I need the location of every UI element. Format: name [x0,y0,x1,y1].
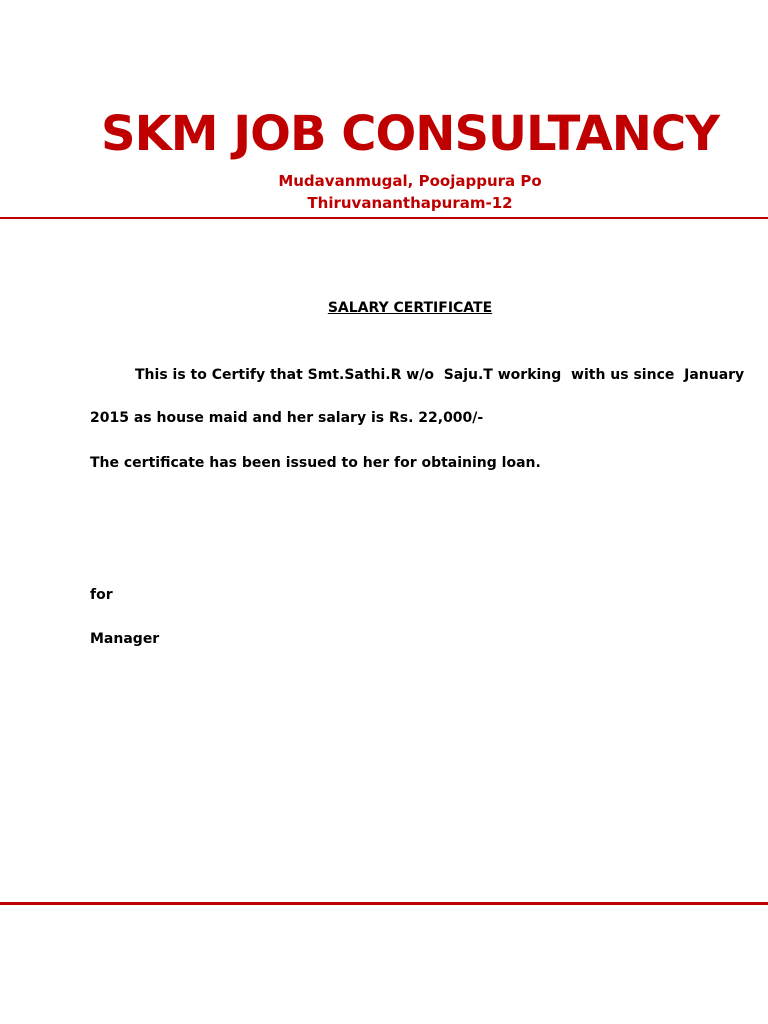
address-line-2: Thiruvananthapuram-12 [307,194,513,212]
footer-divider [0,902,768,905]
address-line-1: Mudavanmugal, Poojappura Po [278,172,542,190]
company-name: SKM JOB CONSULTANCY [101,106,719,162]
certificate-line-3: The certificate has been issued to her for obtaining loan. [90,455,541,471]
certificate-line-2: 2015 as house maid and her salary is Rs. 22,000/- [90,410,484,426]
certificate-line-1: This is to Certify that Smt.Sathi.R w/o Saju.T working with us since January [135,367,745,383]
header-divider [0,217,768,219]
certificate-title: SALARY CERTIFICATE [327,300,493,316]
signature-designation: Manager [90,631,160,647]
signature-for: for [90,587,113,603]
